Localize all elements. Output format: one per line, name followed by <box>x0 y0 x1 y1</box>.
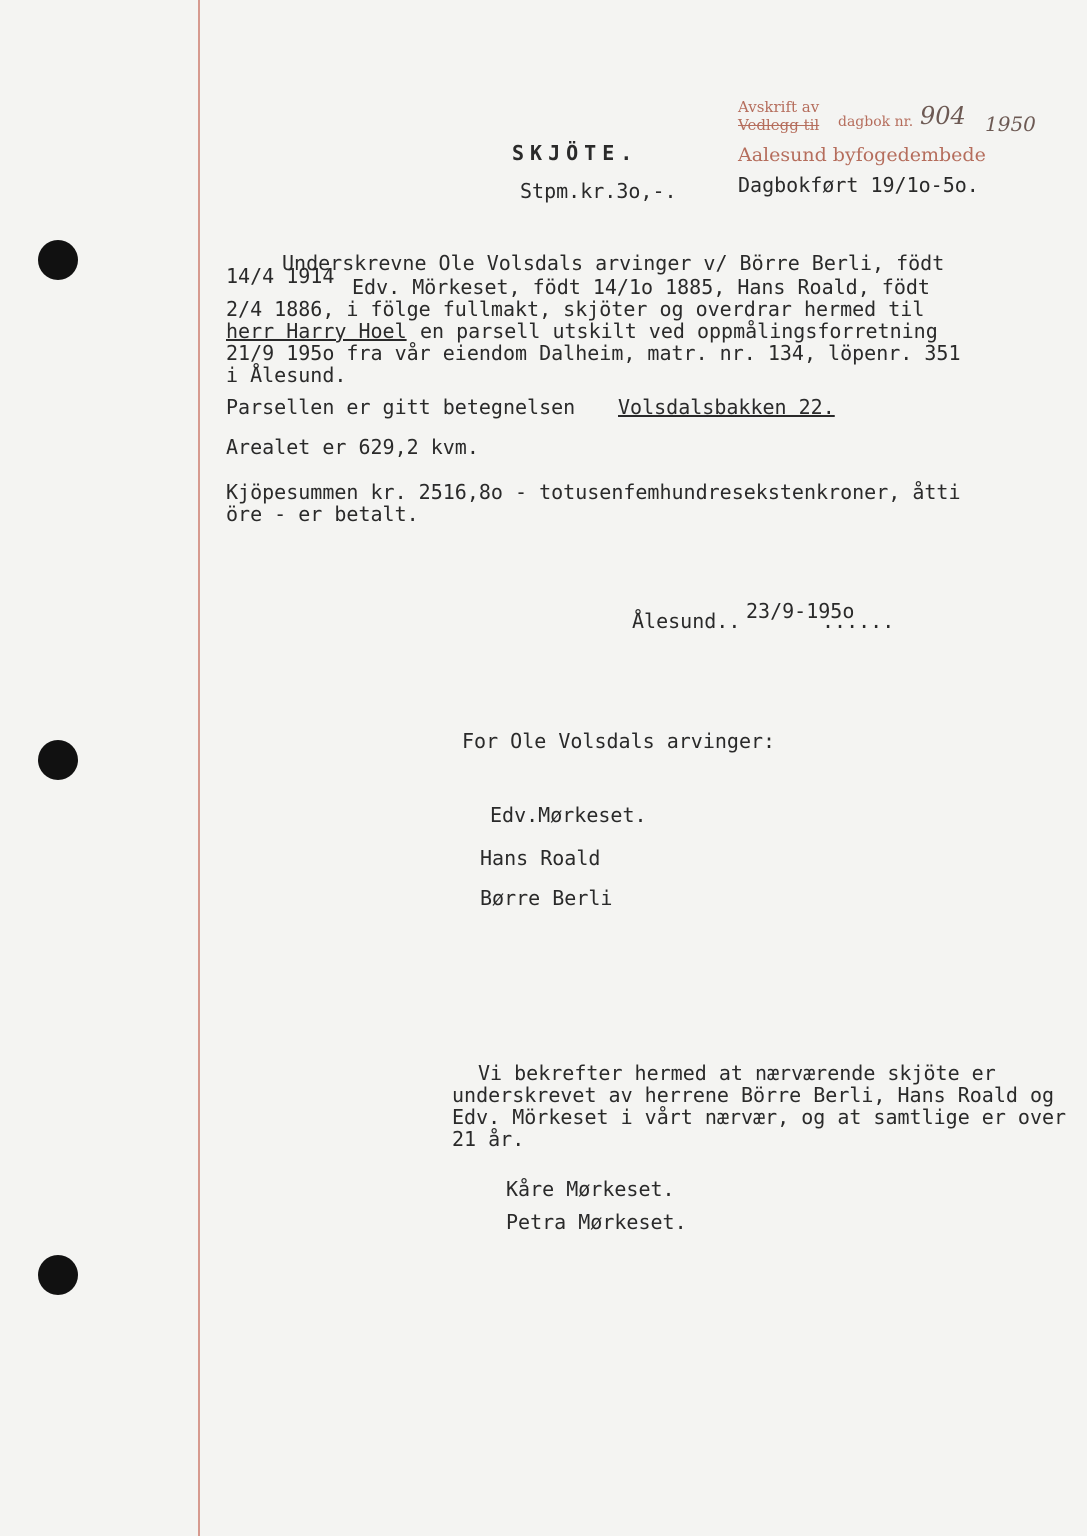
parcel-name: Volsdalsbakken 22. <box>618 395 835 419</box>
punch-hole <box>38 740 78 780</box>
stamp-line-2: Vedlegg til <box>738 116 820 134</box>
document-title: SKJÖTE. <box>512 141 639 165</box>
witness-line: Vi bekrefter hermed at nærværende skjöte er <box>478 1061 996 1085</box>
price-line: öre - er betalt. <box>226 502 419 526</box>
date-dots: ...... <box>822 609 895 633</box>
witness-line: underskrevet av herrene Börre Berli, Hans Roald og <box>452 1083 1055 1107</box>
signature-name: Edv.Mørkeset. <box>490 803 647 827</box>
body-line: 21/9 195o fra vår eiendom Dalheim, matr. nr. 134, löpenr. 351 <box>226 341 961 365</box>
witness-name: Kåre Mørkeset. <box>506 1177 675 1201</box>
stamp-year: 1950 <box>985 112 1036 136</box>
body-line: en parsell utskilt ved oppmålingsforretning <box>420 319 938 343</box>
signatures-heading: For Ole Volsdals arvinger: <box>462 729 776 753</box>
area-line: Arealet er 629,2 kvm. <box>226 435 479 459</box>
witness-name: Petra Mørkeset. <box>506 1210 687 1234</box>
date-value: 23/9-195o <box>746 599 855 623</box>
punch-hole <box>38 240 78 280</box>
registration-note: Dagbokført 19/1o-5o. <box>738 173 979 197</box>
stamp-dagbok-label: dagbok nr. <box>838 114 914 130</box>
body-line: Edv. Mörkeset, födt 14/1o 1885, Hans Roald, födt <box>352 275 930 299</box>
signature-name: Hans Roald <box>480 846 601 870</box>
date-place: Ålesund.. <box>632 609 741 633</box>
birth-date-note: 14/4 1914 <box>226 264 335 288</box>
witness-line: Edv. Mörkeset i vårt nærvær, og at samtlige er over <box>452 1105 1067 1129</box>
stamp-office: Aalesund byfogedembede <box>738 144 986 166</box>
body-line: i Ålesund. <box>226 363 347 387</box>
price-line: Kjöpesummen kr. 2516,8o - totusenfemhundresekstenkroner, åtti <box>226 480 961 504</box>
stamp-line-1: Avskrift av <box>738 98 820 116</box>
parcel-prefix: Parsellen er gitt betegnelsen <box>226 395 576 419</box>
buyer-name: herr Harry Hoel <box>226 319 407 343</box>
signature-name: Børre Berli <box>480 886 613 910</box>
body-line: Underskrevne Ole Volsdals arvinger v/ Börre Berli, födt <box>282 251 945 275</box>
margin-line <box>198 0 200 1536</box>
witness-line: 21 år. <box>452 1127 525 1151</box>
stamp-fee: Stpm.kr.3o,-. <box>520 179 677 203</box>
punch-hole <box>38 1255 78 1295</box>
body-line: 2/4 1886, i fölge fullmakt, skjöter og overdrar hermed til <box>226 297 925 321</box>
stamp-dagbok-number: 904 <box>920 102 966 130</box>
